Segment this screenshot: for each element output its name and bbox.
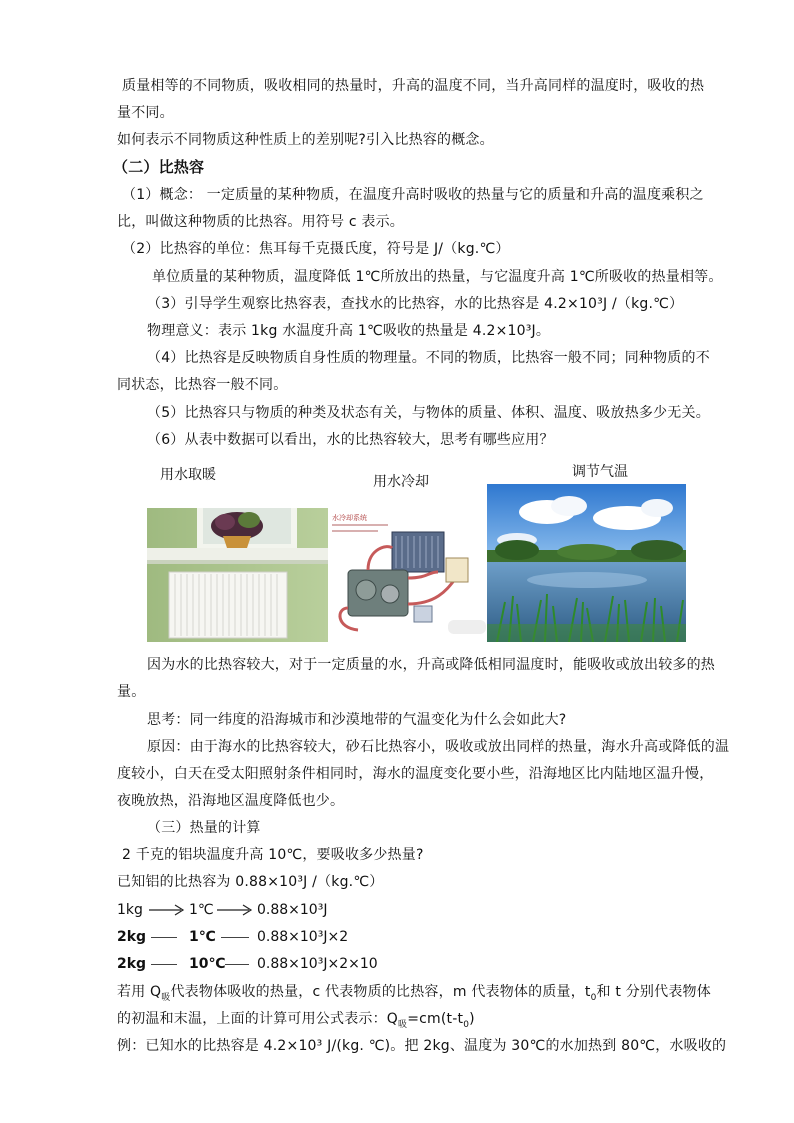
paragraph-line: 度较小，白天在受太阳照射条件相同时，海水的温度变化要小些，沿海地区比内陆地区温升慢， xyxy=(117,766,714,782)
paragraph-line: （5）比热容只与物质的种类及状态有关，与物体的质量、体积、温度、吸放热多少无关。 xyxy=(147,405,710,421)
engine-cooling-diagram xyxy=(328,508,486,642)
right-arrow-icon xyxy=(215,901,255,919)
paragraph-line: 因为水的比热容较大，对于一定质量的水，升高或降低相同温度时，能吸收或放出较多的热 xyxy=(147,657,715,673)
dash-connector xyxy=(151,964,177,965)
dash-connector xyxy=(221,937,249,938)
heating-caption: 用水取暖 xyxy=(160,467,216,483)
formula-subscript: 0 xyxy=(463,1019,470,1030)
question-line: 2 千克的铝块温度升高 10℃，要吸收多少热量? xyxy=(122,847,424,863)
paragraph-line: （1）概念： 一定质量的某种物质，在温度升高时吸收的热量与它的质量和升高的温度乘积之 xyxy=(122,187,704,203)
paragraph-line: 质量相等的不同物质，吸收相同的热量时，升高的温度不同，当升高同样的温度时，吸收的热 xyxy=(122,78,705,94)
formula-subscript: 吸 xyxy=(398,1019,408,1030)
climate-caption: 调节气温 xyxy=(572,464,628,480)
formula-text: 若用 Q xyxy=(117,984,162,1000)
calc-mass: 1kg xyxy=(117,902,143,918)
paragraph-line: 原因：由于海水的比热容较大，砂石比热容小，吸收或放出同样的热量，海水升高或降低的温 xyxy=(147,739,730,755)
section-heading: （三）热量的计算 xyxy=(147,820,261,836)
calc-mass: 2kg xyxy=(117,929,147,945)
paragraph-line: 比，叫做这种物质的比热容。用符号 c 表示。 xyxy=(117,214,404,230)
paragraph-line: 量不同。 xyxy=(117,105,174,121)
formula-subscript: 0 xyxy=(590,992,597,1003)
calc-temp: 1℃ xyxy=(189,902,214,918)
right-arrow-icon xyxy=(147,901,187,919)
formula-line xyxy=(117,983,711,1007)
paragraph-line: （3）引导学生观察比热容表，查找水的比热容，水的比热容是 4.2×10³J /（kg.℃） xyxy=(147,296,684,312)
formula-subscript: 吸 xyxy=(161,992,171,1003)
calc-temp: 1℃ xyxy=(189,929,216,945)
formula-text: ) xyxy=(469,1011,475,1027)
radiator-photo xyxy=(147,508,328,642)
formula-text: 和 t 分别代表物体 xyxy=(596,984,711,1000)
dash-connector xyxy=(225,964,249,965)
calc-mass: 2kg xyxy=(117,956,147,972)
paragraph-line: 同状态，比热容一般不同。 xyxy=(117,377,288,393)
calc-heat: 0.88×10³J xyxy=(257,902,328,918)
paragraph-line: 思考：同一纬度的沿海城市和沙漠地带的气温变化为什么会如此大? xyxy=(147,712,567,728)
calc-row xyxy=(117,928,417,946)
calc-temp: 10℃ xyxy=(189,956,226,972)
formula-text: 的初温和末温，上面的计算可用公式表示：Q xyxy=(117,1011,399,1027)
cooling-caption: 用水冷却 xyxy=(373,474,429,490)
paragraph-line: （2）比热容的单位：焦耳每千克摄氏度，符号是 J/（kg.℃） xyxy=(122,241,510,257)
paragraph-line: 如何表示不同物质这种性质上的差别呢?引入比热容的概念。 xyxy=(117,132,494,148)
formula-text: 代表物体吸收的热量，c 代表物质的比热容，m 代表物体的质量，t xyxy=(170,984,591,1000)
paragraph-line: 夜晚放热，沿海地区温度降低也少。 xyxy=(117,793,345,809)
example-line: 例：已知水的比热容是 4.2×10³ J/(kg. ℃)。把 2kg、温度为 30℃的水加热到 80℃，水吸收的 xyxy=(117,1038,727,1054)
formula-text: =cm(t-t xyxy=(407,1011,464,1027)
paragraph-line: （6）从表中数据可以看出，水的比热容较大，思考有哪些应用？ xyxy=(147,432,554,448)
paragraph-line: （4）比热容是反映物质自身性质的物理量。不同的物质，比热容一般不同；同种物质的不 xyxy=(147,350,710,366)
given-line: 已知铝的比热容为 0.88×10³J /（kg.℃） xyxy=(117,874,384,890)
paragraph-line: 物理意义：表示 1kg 水温度升高 1℃吸收的热量是 4.2×10³J。 xyxy=(147,323,551,339)
calc-row xyxy=(117,955,417,973)
calc-heat: 0.88×10³J×2×10 xyxy=(257,956,378,972)
lake-landscape-photo xyxy=(487,484,686,642)
paragraph-line: 量。 xyxy=(117,684,146,700)
calc-row xyxy=(117,901,417,919)
dash-connector xyxy=(151,937,177,938)
section-heading: （二）比热容 xyxy=(113,158,205,176)
formula-line xyxy=(117,1010,475,1034)
calc-heat: 0.88×10³J×2 xyxy=(257,929,349,945)
cooling-note: 水冷却系统 xyxy=(332,514,367,522)
paragraph-line: 单位质量的某种物质，温度降低 1℃所放出的热量，与它温度升高 1℃所吸收的热量相等。 xyxy=(152,269,723,285)
